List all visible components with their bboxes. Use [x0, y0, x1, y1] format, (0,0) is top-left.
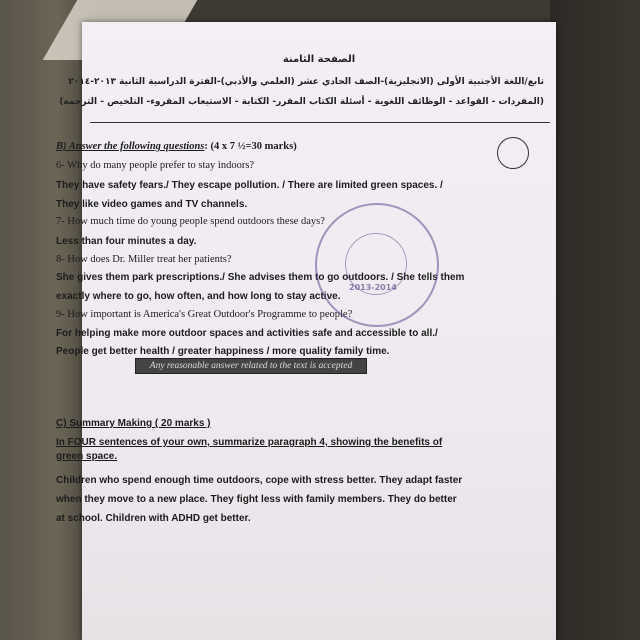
official-stamp — [315, 203, 439, 327]
section-b-heading — [56, 141, 297, 152]
answer-9-line-1: For helping make more outdoor spaces and activities safe and accessible to all./ — [56, 328, 438, 339]
summary-instruction-line-2: green space. — [56, 451, 118, 462]
question-7: 7- How much time do young people spend outdoors these days? — [56, 216, 325, 227]
answer-9-line-2: People get better health / greater happiness / more quality family time. — [56, 346, 390, 357]
section-c-heading: C) Summary Making ( 20 marks ) — [56, 418, 211, 429]
arabic-header-line-2: (المفردات - القواعد - الوظائف اللغوية - أسئلة الكتاب المقرر- الكتابة - الاستيعاب المقروء- التلخيص - الترجمة) — [59, 97, 544, 107]
header-divider — [90, 122, 550, 123]
answer-6-line-2: They like video games and TV channels. — [56, 199, 248, 210]
question-6: 6- Why do many people prefer to stay indoors? — [56, 160, 255, 171]
page-title: الصفحة الثامنة — [282, 54, 356, 65]
answer-8-line-1: She gives them park prescriptions./ She advises them to go outdoors. / She tells them — [56, 272, 465, 283]
question-8: 8- How does Dr. Miller treat her patients? — [56, 254, 232, 265]
stamp-year: 2013-2014 — [349, 283, 397, 292]
summary-answer-line-2: when they move to a new place. They fight less with family members. They do better — [56, 494, 457, 505]
section-b-marks: : (4 x 7 ½=30 marks) — [204, 141, 297, 152]
answer-6-line-1: They have safety fears./ They escape pollution. / There are limited green spaces. / — [56, 180, 443, 191]
score-circle — [497, 137, 529, 169]
answer-7-line-1: Less than four minutes a day. — [56, 236, 197, 247]
answer-8-line-2: exactly where to go, how often, and how long to stay active. — [56, 291, 341, 302]
summary-answer-line-3: at school. Children with ADHD get better. — [56, 513, 251, 524]
arabic-header-line-1: تابع/اللغة الأجنبية الأولى (الانجليزية)-الصف الحادي عشر (العلمي والأدبي)-الفترة الدراسية الثانية ٢٠١٣-٢٠١٤ — [68, 77, 544, 87]
question-9: 9- How important is America's Great Outdoor's Programme to people? — [56, 309, 353, 320]
accepted-answers-note: Any reasonable answer related to the text is accepted — [135, 358, 367, 374]
background-right — [550, 0, 640, 640]
summary-answer-line-1: Children who spend enough time outdoors, cope with stress better. They adapt faster — [56, 475, 463, 486]
section-b-title: B) Answer the following questions — [56, 141, 205, 152]
summary-instruction-line-1: In FOUR sentences of your own, summarize paragraph 4, showing the benefits of — [56, 437, 443, 448]
